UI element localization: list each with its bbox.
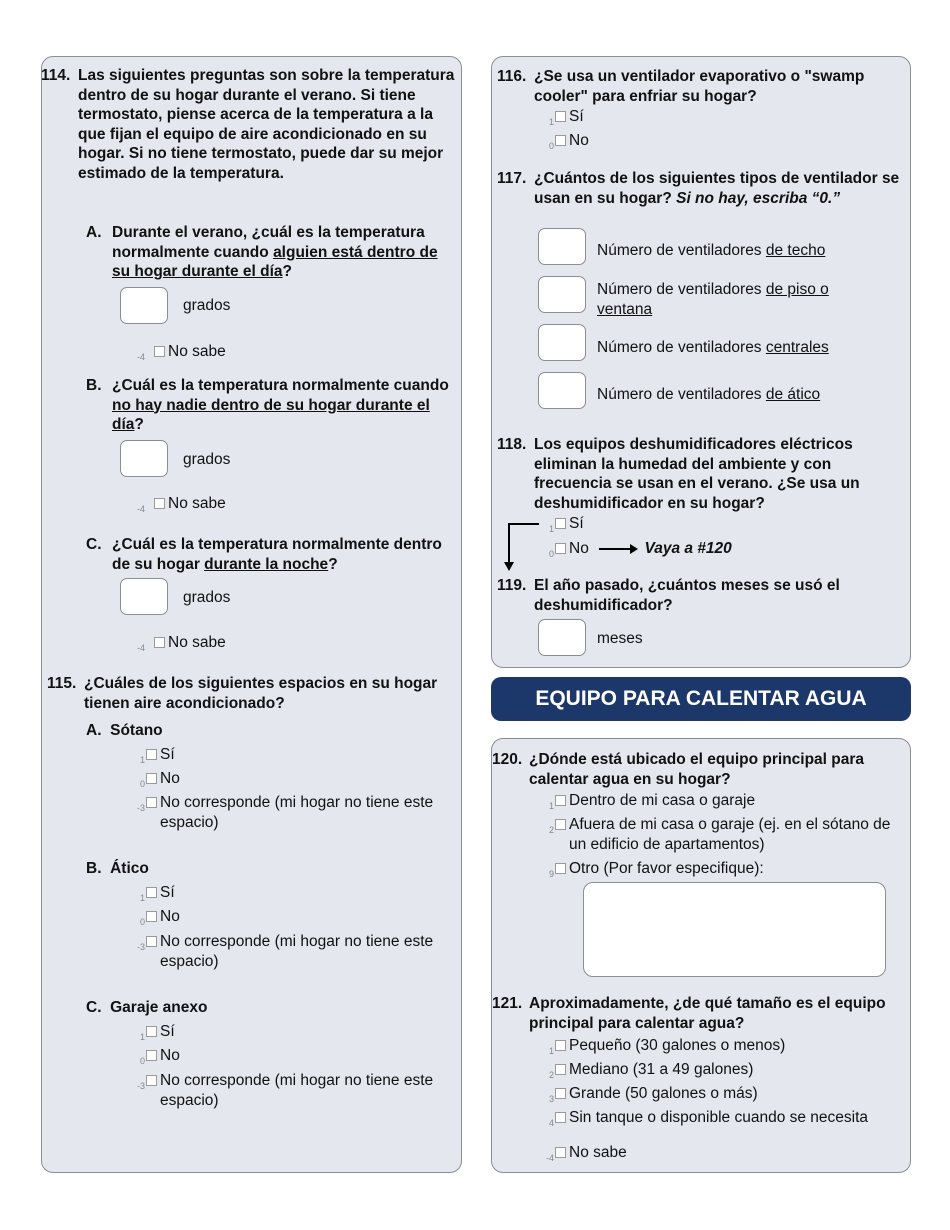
option-si[interactable]: 1 Sí xyxy=(548,108,584,127)
option-sin-tanque[interactable]: 4 Sin tanque o disponible cuando se necesita xyxy=(548,1109,869,1128)
fan-label-techo: Número de ventiladores de techo xyxy=(597,242,826,259)
unit-label: grados xyxy=(183,589,231,606)
temperature-input-114b[interactable] xyxy=(120,440,168,477)
unit-label: grados xyxy=(183,297,231,314)
subquestion-115c: C. Garaje anexo xyxy=(86,999,208,1016)
question-116: 116. ¿Se usa un ventilador evaporativo o "swamp cooler" para enfriar su hogar? xyxy=(497,68,865,105)
no-sabe-option-114a[interactable]: -4 No sabe xyxy=(136,343,226,362)
temperature-input-114a[interactable] xyxy=(120,287,168,324)
option-no[interactable]: 0 No xyxy=(139,1047,180,1066)
skip-instruction: Vaya a #120 xyxy=(644,540,732,557)
option-no[interactable]: 0 No Vaya a #120 xyxy=(548,540,732,559)
option-si[interactable]: 1 Sí xyxy=(139,1023,175,1042)
no-sabe-option-114c[interactable]: -4 No sabe xyxy=(136,634,226,653)
subquestion-115b: B. Ático xyxy=(86,860,149,877)
option-si[interactable]: 1 Sí xyxy=(139,746,175,765)
option-no[interactable]: 0 No xyxy=(139,770,180,789)
option-no[interactable]: 0 No xyxy=(139,908,180,927)
unit-label: meses xyxy=(597,630,643,647)
option-si[interactable]: 1 Sí xyxy=(139,884,175,903)
question-121: 121. Aproximadamente, ¿de qué tamaño es el equipo principal para calentar agua? xyxy=(492,995,886,1032)
fan-count-input-atico[interactable] xyxy=(538,372,586,409)
subquestion-115a: A. Sótano xyxy=(86,722,163,739)
option-afuera[interactable]: 2 Afuera de mi casa o garaje (ej. en el sótano de un edificio de apartamentos) xyxy=(548,816,891,853)
checkbox[interactable] xyxy=(154,637,165,648)
option-mediano[interactable]: 2 Mediano (31 a 49 galones) xyxy=(548,1061,754,1080)
subquestion-114b: B. ¿Cuál es la temperatura normalmente cuando no hay nadie dentro de su hogar durante el día? xyxy=(86,377,449,433)
option-si[interactable]: 1 Sí xyxy=(548,515,584,534)
option-otro[interactable]: 9 Otro (Por favor especifique): xyxy=(548,860,764,879)
question-114 xyxy=(41,66,459,183)
question-117: 117. ¿Cuántos de los siguientes tipos de ventilador se usan en su hogar? Si no hay, escriba “0.” xyxy=(497,170,900,207)
sub-letter: A. xyxy=(86,224,102,241)
option-pequeno[interactable]: 1 Pequeño (30 galones o menos) xyxy=(548,1037,786,1056)
question-115: 115. ¿Cuáles de los siguientes espacios en su hogar tienen aire acondicionado? xyxy=(47,675,438,712)
skip-bracket-icon xyxy=(508,523,539,525)
checkbox[interactable] xyxy=(154,498,165,509)
fan-label-centrales: Número de ventiladores centrales xyxy=(597,339,829,356)
question-119: 119. El año pasado, ¿cuántos meses se usó el deshumidificador? xyxy=(497,577,840,614)
option-no-corresponde[interactable]: -3 No corresponde (mi hogar no tiene este espacio) xyxy=(136,933,434,970)
question-number: 114. xyxy=(41,67,71,84)
section-banner: EQUIPO PARA CALENTAR AGUA xyxy=(491,677,911,721)
fan-label-atico: Número de ventiladores de ático xyxy=(597,386,821,403)
fan-count-input-piso[interactable] xyxy=(538,276,586,313)
skip-arrow-icon xyxy=(599,548,631,550)
fan-count-input-techo[interactable] xyxy=(538,228,586,265)
option-no-corresponde[interactable]: -3 No corresponde (mi hogar no tiene este espacio) xyxy=(136,794,434,831)
question-text: Las siguientes preguntas son sobre la temperatura dentro de su hogar durante el verano. Si tiene termostato, piense acerca de la temperatura a la que fijan el equipo de aire acondicionado en su hogar. Si no tiene termostato, puede dar su mejor estimado de la temperatura. xyxy=(78,67,455,182)
no-sabe-option-114b[interactable]: -4 No sabe xyxy=(136,495,226,514)
question-118: 118. Los equipos deshumidificadores eléctricos eliminan la humedad del ambiente y con frecuencia se usan en el verano. ¿Se usa un deshumidificador en su hogar? xyxy=(497,436,860,512)
subquestion-114c: C. ¿Cuál es la temperatura normalmente dentro de su hogar durante la noche? xyxy=(86,536,442,573)
option-no[interactable]: 0 No xyxy=(548,132,589,151)
otro-specify-input[interactable] xyxy=(583,882,886,977)
option-no-sabe[interactable]: -4 No sabe xyxy=(545,1144,627,1163)
unit-label: grados xyxy=(183,451,231,468)
temperature-input-114c[interactable] xyxy=(120,578,168,615)
skip-bracket-line xyxy=(508,523,510,564)
option-no-corresponde[interactable]: -3 No corresponde (mi hogar no tiene este espacio) xyxy=(136,1072,434,1109)
fan-label-piso: Número de ventiladores de piso o ventana xyxy=(597,281,829,318)
subquestion-114a: A. Durante el verano, ¿cuál es la temperatura normalmente cuando alguien está dentro de su hogar durante el día? xyxy=(86,224,438,280)
checkbox[interactable] xyxy=(154,346,165,357)
months-input-119[interactable] xyxy=(538,619,586,656)
fan-count-input-centrales[interactable] xyxy=(538,324,586,361)
skip-bracket-arrowhead xyxy=(504,562,514,571)
option-dentro[interactable]: 1 Dentro de mi casa o garaje xyxy=(548,792,756,811)
question-120: 120. ¿Dónde está ubicado el equipo principal para calentar agua en su hogar? xyxy=(492,751,865,788)
option-grande[interactable]: 3 Grande (50 galones o más) xyxy=(548,1085,758,1104)
